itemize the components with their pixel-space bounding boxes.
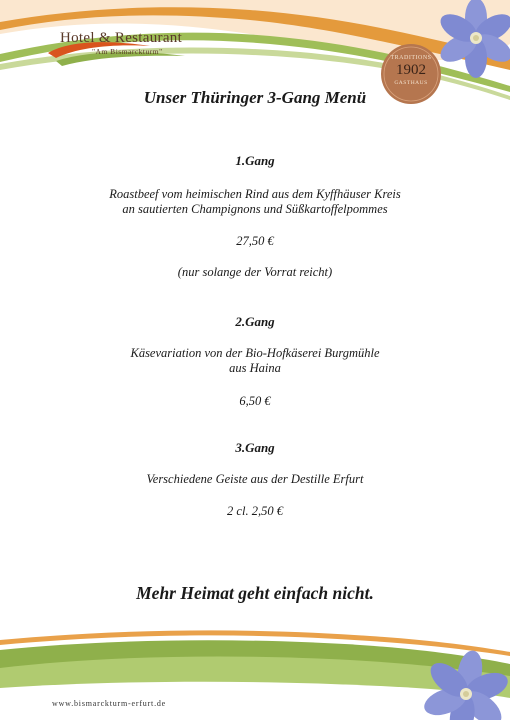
seal-top-text: TRADITIONS [390, 55, 432, 61]
course-1-line-2: an sautierten Champignons und Süßkartoffelpommes [122, 202, 388, 216]
website-link[interactable]: www.bismarckturm-erfurt.de [52, 699, 167, 708]
course-2-line-2: aus Haina [229, 361, 281, 375]
slogan: Mehr Heimat geht einfach nicht. [136, 583, 374, 603]
logo-subtitle: "Am Bismarckturm" [92, 47, 163, 56]
seal-bottom-text: GASTHAUS [394, 80, 428, 86]
logo-title: Hotel & Restaurant [60, 30, 183, 46]
course-2-heading: 2.Gang [235, 314, 275, 329]
course-3-line-1: Verschiedene Geiste aus der Destille Erfurt [146, 472, 364, 486]
course-3-heading: 3.Gang [235, 440, 275, 455]
course-1-price: 27,50 € [236, 234, 274, 248]
course-1-note: (nur solange der Vorrat reicht) [177, 265, 333, 279]
course-1-line-1: Roastbeef vom heimischen Rind aus dem Kyffhäuser Kreis [109, 187, 401, 201]
course-2-line-1: Käsevariation von der Bio-Hofkäserei Burgmühle [130, 346, 380, 360]
seal-year: 1902 [396, 62, 426, 78]
course-2-price: 6,50 € [239, 394, 271, 408]
hotel-logo [48, 30, 198, 70]
course-3-price: 2 cl. 2,50 € [227, 504, 283, 518]
course-1-heading: 1.Gang [235, 153, 275, 168]
menu-title: Unser Thüringer 3-Gang Menü [143, 88, 367, 107]
